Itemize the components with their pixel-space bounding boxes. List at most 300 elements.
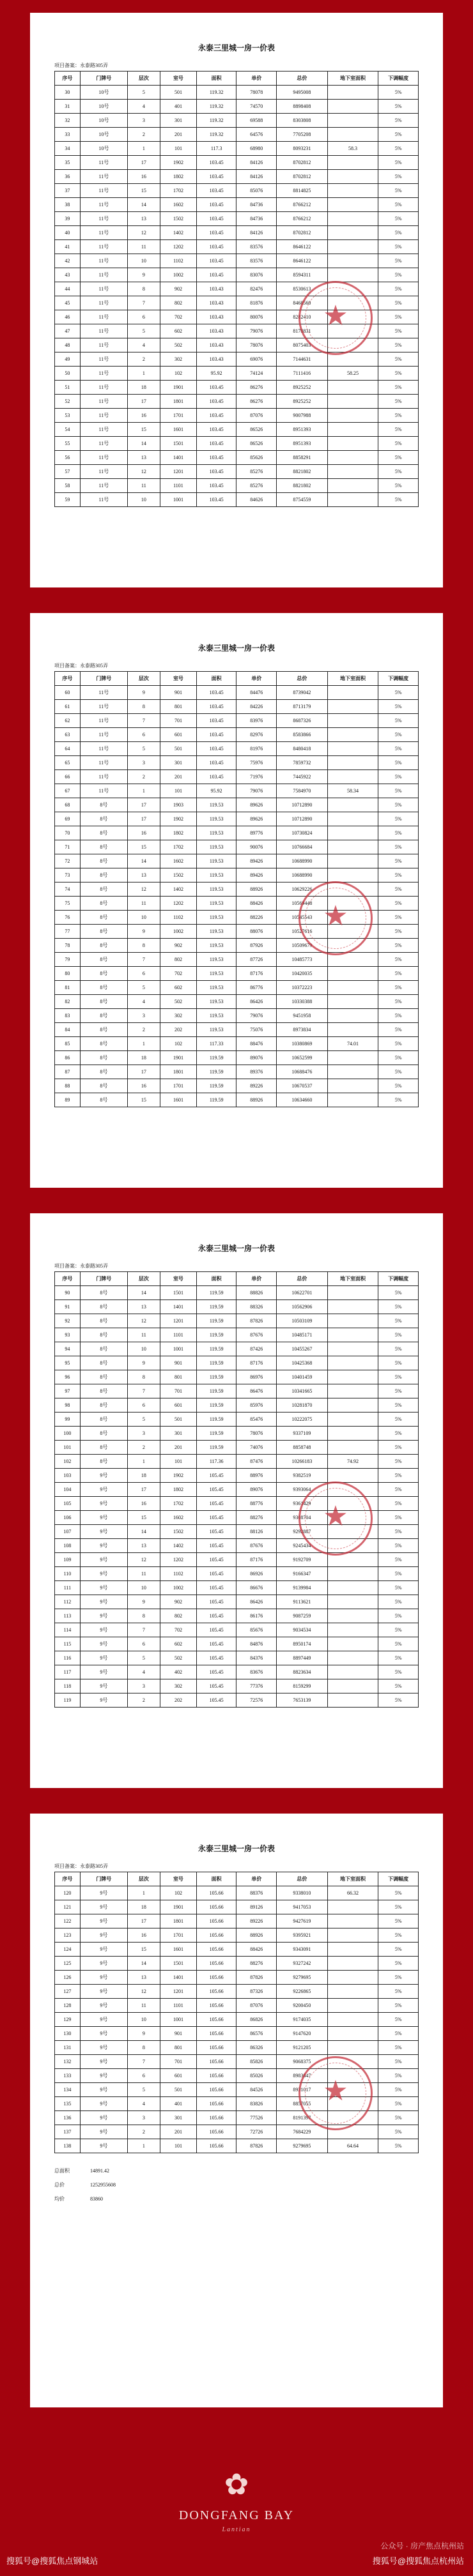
table-cell <box>327 2041 378 2055</box>
table-row <box>55 142 419 156</box>
table-cell: 1 <box>127 367 160 381</box>
table-cell: 103.45 <box>196 770 236 784</box>
table-cell: 5% <box>378 310 419 324</box>
table-cell: 9226865 <box>277 1985 328 1999</box>
table-cell: 5% <box>378 156 419 170</box>
table-row <box>55 2139 419 2153</box>
table-cell: 11 <box>127 479 160 493</box>
summary-value: 83860 <box>90 2195 103 2202</box>
table-cell <box>327 1009 378 1023</box>
table-row <box>55 1497 419 1511</box>
table-cell: 135 <box>55 2097 81 2111</box>
table-cell: 10 <box>127 493 160 507</box>
table-header-row <box>55 72 419 86</box>
table-cell: 9号 <box>80 1525 127 1539</box>
table-cell: 96 <box>55 1370 81 1384</box>
table-cell <box>327 310 378 324</box>
table-cell: 119.59 <box>196 1328 236 1342</box>
table-cell: 8951393 <box>277 437 328 451</box>
table-cell: 902 <box>160 282 197 296</box>
table-row <box>55 939 419 953</box>
table-row <box>55 1065 419 1079</box>
table-row <box>55 700 419 714</box>
table-cell: 114 <box>55 1623 81 1637</box>
table-cell: 1101 <box>160 1328 197 1342</box>
table-cell: 9号 <box>80 1595 127 1609</box>
table-cell: 18 <box>127 1469 160 1483</box>
table-row <box>55 826 419 840</box>
table-cell: 8583866 <box>277 728 328 742</box>
table-cell <box>327 1525 378 1539</box>
table-cell: 127 <box>55 1985 81 1999</box>
table-cell: 9139984 <box>277 1581 328 1595</box>
table-cell: 8号 <box>80 953 127 967</box>
table-cell: 11号 <box>80 352 127 367</box>
table-cell: 87 <box>55 1065 81 1079</box>
table-cell <box>327 812 378 826</box>
table-cell <box>327 897 378 911</box>
table-cell: 8号 <box>80 883 127 897</box>
table-cell: 3 <box>127 114 160 128</box>
table-row <box>55 254 419 268</box>
table-cell: 119.53 <box>196 883 236 897</box>
table-cell <box>327 854 378 868</box>
table-cell: 87076 <box>236 1999 277 2013</box>
table-cell: 131 <box>55 2041 81 2055</box>
table-cell: 5% <box>378 1957 419 1971</box>
table-header-row <box>55 672 419 686</box>
table-cell: 1501 <box>160 1286 197 1300</box>
table-cell <box>327 409 378 423</box>
table-cell: 9393064 <box>277 1483 328 1497</box>
table-cell: 5% <box>378 1665 419 1679</box>
table-cell: 119.59 <box>196 1441 236 1455</box>
table-cell: 103.45 <box>196 423 236 437</box>
table-cell: 86926 <box>236 1567 277 1581</box>
table-cell: 119.59 <box>196 1286 236 1300</box>
table-cell: 132 <box>55 2055 81 2069</box>
table-cell: 103.45 <box>196 493 236 507</box>
table-cell: 5% <box>378 686 419 700</box>
table-cell <box>327 883 378 897</box>
table-cell: 63 <box>55 728 81 742</box>
table-cell <box>327 756 378 770</box>
table-cell: 8号 <box>80 1455 127 1469</box>
table-cell: 8号 <box>80 798 127 812</box>
table-row <box>55 437 419 451</box>
column-header: 序号 <box>55 1272 81 1286</box>
table-cell: 105.66 <box>196 2083 236 2097</box>
column-header: 下调幅度 <box>378 1872 419 1886</box>
table-cell: 5% <box>378 700 419 714</box>
table-cell: 1 <box>127 1037 160 1051</box>
table-cell: 10 <box>127 1342 160 1356</box>
table-cell: 8号 <box>80 981 127 995</box>
table-cell: 5% <box>378 212 419 226</box>
table-cell: 71 <box>55 840 81 854</box>
table-cell: 7 <box>127 296 160 310</box>
table-cell <box>327 1609 378 1623</box>
table-cell: 11号 <box>80 226 127 240</box>
table-cell <box>327 268 378 282</box>
table-cell: 6 <box>127 2069 160 2083</box>
table-row <box>55 1609 419 1623</box>
table-cell: 75976 <box>236 756 277 770</box>
table-cell: 5% <box>378 409 419 423</box>
table-cell: 84 <box>55 1023 81 1037</box>
table-cell: 86776 <box>236 981 277 995</box>
table-cell: 119.32 <box>196 86 236 100</box>
table-cell: 8191397 <box>277 2111 328 2125</box>
table-cell: 9号 <box>80 1943 127 1957</box>
table-cell: 10号 <box>80 142 127 156</box>
table-cell: 105.45 <box>196 1693 236 1708</box>
table-cell: 5% <box>378 1595 419 1609</box>
table-cell: 85276 <box>236 479 277 493</box>
table-cell: 85076 <box>236 184 277 198</box>
watermark-right: 搜狐号@搜狐焦点杭州站 <box>372 2556 464 2566</box>
table-cell: 101 <box>160 142 197 156</box>
table-cell: 5% <box>378 756 419 770</box>
table-cell: 125 <box>55 1957 81 1971</box>
table-cell: 109 <box>55 1553 81 1567</box>
table-row <box>55 2041 419 2055</box>
table-cell: 87826 <box>236 1971 277 1985</box>
table-cell: 85026 <box>236 2069 277 2083</box>
table-cell: 301 <box>160 2111 197 2125</box>
table-cell: 5% <box>378 367 419 381</box>
table-cell: 34 <box>55 142 81 156</box>
table-cell: 5% <box>378 812 419 826</box>
table-cell: 8925252 <box>277 381 328 395</box>
summary-block <box>54 2163 419 2206</box>
table-cell: 18 <box>127 1900 160 1914</box>
table-cell <box>327 1398 378 1413</box>
table-cell: 9 <box>127 1356 160 1370</box>
table-cell: 10号 <box>80 114 127 128</box>
table-cell: 10622701 <box>277 1286 328 1300</box>
table-cell: 5% <box>378 1567 419 1581</box>
table-cell: 103.43 <box>196 324 236 338</box>
table-row <box>55 1286 419 1300</box>
table-cell: 86326 <box>236 2041 277 2055</box>
table-cell: 8号 <box>80 1300 127 1314</box>
table-cell: 5% <box>378 1971 419 1985</box>
table-cell: 89226 <box>236 1079 277 1093</box>
table-cell: 5% <box>378 1693 419 1708</box>
table-cell: 9121205 <box>277 2041 328 2055</box>
table-cell: 9382519 <box>277 1469 328 1483</box>
table-cell: 103.43 <box>196 338 236 352</box>
table-cell: 5% <box>378 784 419 798</box>
column-header: 序号 <box>55 1872 81 1886</box>
table-cell: 1501 <box>160 1957 197 1971</box>
table-cell: 9号 <box>80 2083 127 2097</box>
table-cell: 1102 <box>160 911 197 925</box>
table-cell: 64576 <box>236 128 277 142</box>
table-row <box>55 1511 419 1525</box>
table-cell: 5% <box>378 451 419 465</box>
table-row <box>55 854 419 868</box>
table-cell: 5% <box>378 1483 419 1497</box>
table-cell: 5% <box>378 1999 419 2013</box>
table-cell: 136 <box>55 2111 81 2125</box>
table-cell: 119.59 <box>196 1314 236 1328</box>
table-cell: 701 <box>160 1384 197 1398</box>
table-cell: 9034534 <box>277 1623 328 1637</box>
table-cell: 80076 <box>236 310 277 324</box>
table-cell: 5% <box>378 1886 419 1900</box>
table-cell: 103.43 <box>196 310 236 324</box>
table-cell: 9174035 <box>277 2013 328 2027</box>
table-row <box>55 756 419 770</box>
table-cell: 2 <box>127 128 160 142</box>
table-cell: 11 <box>127 1567 160 1581</box>
table-cell: 302 <box>160 1009 197 1023</box>
table-cell: 89376 <box>236 1065 277 1079</box>
table-cell: 7705208 <box>277 128 328 142</box>
table-cell: 702 <box>160 1623 197 1637</box>
table-cell: 119.59 <box>196 1079 236 1093</box>
table-cell: 10号 <box>80 100 127 114</box>
table-cell: 113 <box>55 1609 81 1623</box>
table-cell: 9号 <box>80 2097 127 2111</box>
table-cell: 8号 <box>80 1370 127 1384</box>
table-cell: 8号 <box>80 1314 127 1328</box>
table-cell: 10372223 <box>277 981 328 995</box>
table-cell: 7 <box>127 1623 160 1637</box>
table-cell: 501 <box>160 2083 197 2097</box>
table-cell: 8754559 <box>277 493 328 507</box>
table-cell: 105.45 <box>196 1581 236 1595</box>
table-cell <box>327 2125 378 2139</box>
table-cell: 105.66 <box>196 2055 236 2069</box>
table-cell: 98 <box>55 1398 81 1413</box>
table-cell: 117.33 <box>196 1037 236 1051</box>
table-cell: 8号 <box>80 939 127 953</box>
table-cell: 8 <box>127 2041 160 2055</box>
table-cell: 84376 <box>236 1651 277 1665</box>
table-cell: 802 <box>160 953 197 967</box>
table-cell: 89626 <box>236 798 277 812</box>
table-cell <box>327 1065 378 1079</box>
table-cell: 87176 <box>236 967 277 981</box>
table-cell: 9号 <box>80 1928 127 1943</box>
table-cell: 11 <box>127 240 160 254</box>
table-cell: 1402 <box>160 883 197 897</box>
table-cell: 1401 <box>160 1971 197 1985</box>
table-cell: 9号 <box>80 2055 127 2069</box>
table-cell: 10号 <box>80 86 127 100</box>
table-cell: 9 <box>127 686 160 700</box>
table-cell: 601 <box>160 728 197 742</box>
table-cell: 8821802 <box>277 479 328 493</box>
table-cell: 301 <box>160 1427 197 1441</box>
table-row <box>55 493 419 507</box>
table-cell: 5% <box>378 1637 419 1651</box>
table-row <box>55 128 419 142</box>
table-cell: 17 <box>127 395 160 409</box>
table-cell: 9337109 <box>277 1427 328 1441</box>
table-cell: 105.66 <box>196 1914 236 1928</box>
table-cell: 5% <box>378 868 419 883</box>
table-cell: 1402 <box>160 1539 197 1553</box>
table-cell <box>327 156 378 170</box>
table-cell: 9号 <box>80 1999 127 2013</box>
table-cell: 9 <box>127 268 160 282</box>
table-cell: 5% <box>378 1985 419 1999</box>
table-cell: 78 <box>55 939 81 953</box>
table-cell: 1601 <box>160 423 197 437</box>
table-row <box>55 296 419 310</box>
price-table <box>54 1271 419 1708</box>
table-cell: 5% <box>378 128 419 142</box>
table-cell: 5% <box>378 939 419 953</box>
table-cell: 8号 <box>80 1286 127 1300</box>
table-cell: 5% <box>378 352 419 367</box>
table-cell: 119.53 <box>196 967 236 981</box>
table-cell: 88326 <box>236 1300 277 1314</box>
table-cell: 102 <box>55 1455 81 1469</box>
company-seal: ★ <box>299 881 373 955</box>
column-header: 总价 <box>277 72 328 86</box>
project-label: 项目备案：永泰路305弄 <box>54 1263 108 1269</box>
table-cell: 9号 <box>80 1957 127 1971</box>
table-cell: 5% <box>378 1679 419 1693</box>
table-cell: 105.66 <box>196 1957 236 1971</box>
table-cell: 11号 <box>80 282 127 296</box>
table-cell: 88076 <box>236 925 277 939</box>
table-cell: 10 <box>127 1581 160 1595</box>
table-cell: 9417053 <box>277 1900 328 1914</box>
table-cell: 84476 <box>236 686 277 700</box>
table-cell: 9号 <box>80 1693 127 1708</box>
table-row <box>55 1623 419 1637</box>
table-cell: 9495008 <box>277 86 328 100</box>
table-cell: 35 <box>55 156 81 170</box>
table-cell: 1102 <box>160 1567 197 1581</box>
table-cell: 5 <box>127 324 160 338</box>
table-cell: 33 <box>55 128 81 142</box>
table-cell: 1702 <box>160 840 197 854</box>
table-cell: 9361429 <box>277 1497 328 1511</box>
table-cell: 88976 <box>236 1469 277 1483</box>
table-cell: 119 <box>55 1693 81 1708</box>
table-cell: 9451958 <box>277 1009 328 1023</box>
table-cell: 11 <box>127 1999 160 2013</box>
column-header: 地下室面积 <box>327 1272 378 1286</box>
table-cell: 4 <box>127 100 160 114</box>
table-cell <box>327 1637 378 1651</box>
column-header: 面积 <box>196 1272 236 1286</box>
table-cell: 5% <box>378 2013 419 2027</box>
table-cell: 39 <box>55 212 81 226</box>
table-row <box>55 114 419 128</box>
table-cell: 88 <box>55 1079 81 1093</box>
sheet-title: 永泰三里城一房一价表 <box>198 1244 275 1253</box>
table-cell: 83076 <box>236 268 277 282</box>
table-row <box>55 1037 419 1051</box>
table-cell: 103.43 <box>196 282 236 296</box>
table-cell: 11号 <box>80 714 127 728</box>
table-cell: 9号 <box>80 1900 127 1914</box>
table-cell: 3 <box>127 2111 160 2125</box>
table-cell: 103.45 <box>196 742 236 756</box>
table-row <box>55 1413 419 1427</box>
table-cell: 121 <box>55 1900 81 1914</box>
table-cell <box>327 1971 378 1985</box>
column-header: 总价 <box>277 672 328 686</box>
table-cell: 5% <box>378 1441 419 1455</box>
table-cell: 117 <box>55 1665 81 1679</box>
table-cell <box>327 728 378 742</box>
table-cell: 11号 <box>80 338 127 352</box>
table-cell <box>327 100 378 114</box>
table-cell <box>327 1957 378 1971</box>
table-cell: 8号 <box>80 995 127 1009</box>
table-cell: 122 <box>55 1914 81 1928</box>
table-cell: 11号 <box>80 686 127 700</box>
table-cell: 103.45 <box>196 409 236 423</box>
table-cell: 902 <box>160 939 197 953</box>
table-cell: 1401 <box>160 451 197 465</box>
table-row <box>55 812 419 826</box>
table-cell: 9号 <box>80 1914 127 1928</box>
table-cell: 402 <box>160 1665 197 1679</box>
table-cell <box>327 1999 378 2013</box>
table-cell: 9 <box>127 925 160 939</box>
table-cell <box>327 1567 378 1581</box>
table-cell: 10670537 <box>277 1079 328 1093</box>
table-cell: 119.53 <box>196 854 236 868</box>
table-cell: 1 <box>127 2139 160 2153</box>
table-cell: 88826 <box>236 1286 277 1300</box>
table-cell: 56 <box>55 451 81 465</box>
column-header: 单价 <box>236 1272 277 1286</box>
table-cell: 119.32 <box>196 100 236 114</box>
table-cell <box>327 2069 378 2083</box>
table-row <box>55 212 419 226</box>
table-row <box>55 100 419 114</box>
table-cell: 88226 <box>236 911 277 925</box>
price-sheet-4 <box>30 1814 443 2407</box>
table-cell: 5% <box>378 2139 419 2153</box>
table-cell: 59 <box>55 493 81 507</box>
table-cell: 50 <box>55 367 81 381</box>
table-cell: 5% <box>378 114 419 128</box>
table-cell: 5% <box>378 2125 419 2139</box>
table-cell: 902 <box>160 1595 197 1609</box>
table-row <box>55 1023 419 1037</box>
table-row <box>55 1637 419 1651</box>
table-cell <box>327 296 378 310</box>
table-row <box>55 367 419 381</box>
table-cell: 5% <box>378 1525 419 1539</box>
table-row <box>55 1539 419 1553</box>
table-cell: 105.66 <box>196 2111 236 2125</box>
table-cell: 8898408 <box>277 100 328 114</box>
table-cell: 17 <box>127 1914 160 1928</box>
table-cell: 102 <box>160 1886 197 1900</box>
column-header: 面积 <box>196 1872 236 1886</box>
brand-subtitle: Lantian <box>222 2526 251 2533</box>
table-cell: 105.66 <box>196 2013 236 2027</box>
table-cell: 17 <box>127 156 160 170</box>
table-cell: 5% <box>378 1328 419 1342</box>
column-header: 单价 <box>236 1872 277 1886</box>
table-cell: 85 <box>55 1037 81 1051</box>
table-cell: 105.66 <box>196 2069 236 2083</box>
